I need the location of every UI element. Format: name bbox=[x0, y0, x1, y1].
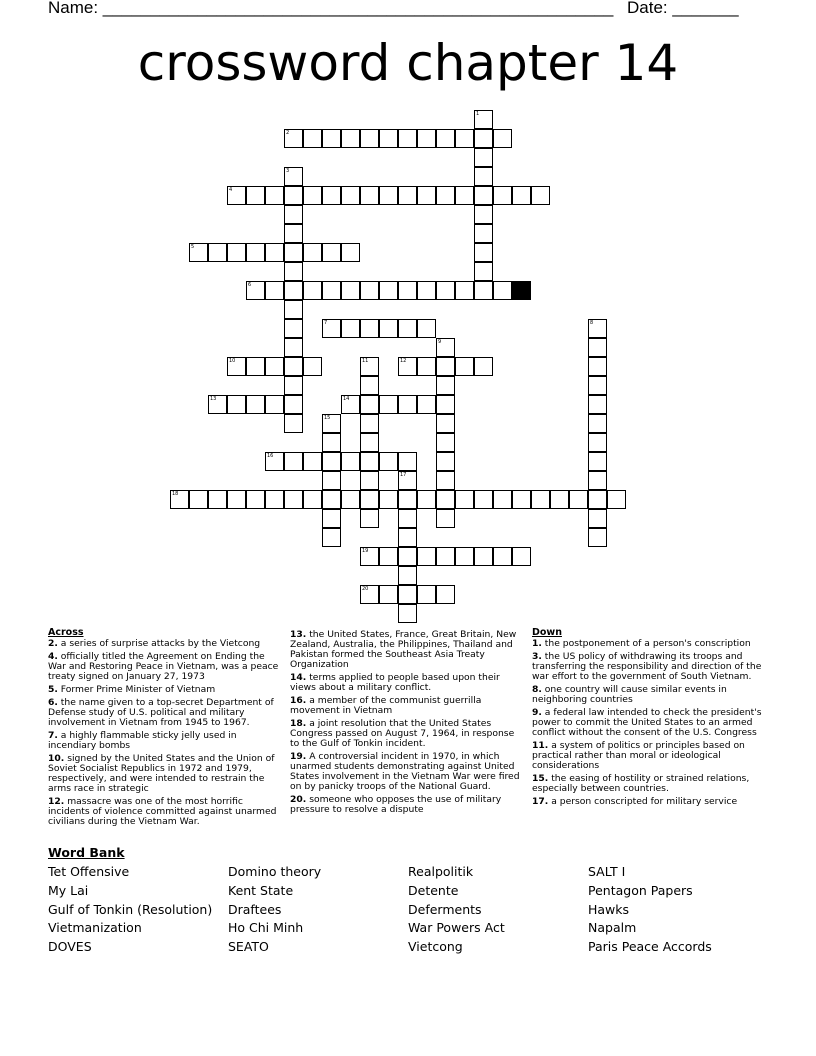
crossword-cell[interactable] bbox=[417, 129, 436, 148]
crossword-cell[interactable] bbox=[265, 243, 284, 262]
clue-text: a federal law intended to check the president's power to commit the United States to an armed conflict without the consent of the U.S. Congress bbox=[532, 707, 762, 738]
crossword-cell[interactable] bbox=[531, 490, 550, 509]
crossword-cell[interactable] bbox=[379, 490, 398, 509]
word-bank-item: Detente bbox=[408, 882, 459, 898]
crossword-cell[interactable] bbox=[360, 357, 379, 376]
crossword-cell[interactable] bbox=[436, 357, 455, 376]
clue-text: terms applied to people based upon their views about a military conflict. bbox=[290, 672, 500, 693]
crossword-cell[interactable] bbox=[398, 585, 417, 604]
clue-number-label: 1. bbox=[532, 638, 542, 649]
crossword-cell[interactable] bbox=[284, 300, 303, 319]
word-bank-item: Tet Offensive bbox=[48, 864, 130, 879]
crossword-cell[interactable] bbox=[512, 490, 531, 509]
clue-item bbox=[48, 698, 280, 728]
clue-number: 1 bbox=[476, 111, 480, 117]
crossword-cell[interactable] bbox=[227, 395, 246, 414]
crossword-cell[interactable] bbox=[227, 186, 246, 205]
crossword-cell[interactable] bbox=[284, 490, 303, 509]
crossword-cell[interactable] bbox=[379, 395, 398, 414]
crossword-cell[interactable] bbox=[474, 490, 493, 509]
crossword-cell[interactable] bbox=[455, 129, 474, 148]
clue-number-label: 16. bbox=[290, 695, 307, 706]
crossword-cell[interactable] bbox=[417, 490, 436, 509]
crossword-cell[interactable] bbox=[417, 357, 436, 376]
clue-item bbox=[290, 795, 522, 815]
crossword-cell[interactable] bbox=[360, 395, 379, 414]
clue-number-label: 17. bbox=[532, 796, 549, 807]
clue-item bbox=[48, 797, 280, 827]
crossword-cell[interactable] bbox=[360, 471, 379, 490]
crossword-cell[interactable] bbox=[303, 281, 322, 300]
clue-text: the US policy of withdrawing its troops and transferring the responsibility and direction of the war effort to the government of South Vietnam. bbox=[532, 651, 762, 682]
crossword-cell[interactable] bbox=[417, 319, 436, 338]
word-bank-item: Ho Chi Minh bbox=[228, 920, 304, 936]
word-bank-item: SALT I bbox=[588, 864, 626, 879]
crossword-cell[interactable] bbox=[303, 243, 322, 262]
crossword-cell[interactable] bbox=[588, 319, 607, 338]
crossword-cell[interactable] bbox=[284, 262, 303, 281]
clue-number-label: 15. bbox=[532, 773, 549, 784]
crossword-cell[interactable] bbox=[265, 186, 284, 205]
crossword-cell[interactable] bbox=[436, 338, 455, 357]
crossword-cell[interactable] bbox=[474, 167, 493, 186]
crossword-cell[interactable] bbox=[360, 585, 379, 604]
clue-item bbox=[532, 797, 768, 807]
crossword-cell[interactable] bbox=[322, 186, 341, 205]
crossword-cell[interactable] bbox=[588, 395, 607, 414]
crossword-cell[interactable] bbox=[398, 604, 417, 623]
clue-item bbox=[532, 639, 768, 649]
crossword-cell[interactable] bbox=[455, 281, 474, 300]
clue-number: 2 bbox=[286, 130, 290, 136]
word-bank-item: Domino theory bbox=[228, 864, 322, 879]
clue-number: 17 bbox=[400, 472, 407, 478]
clue-item bbox=[290, 719, 522, 749]
clue-number: 11 bbox=[362, 358, 369, 364]
crossword-cell[interactable] bbox=[341, 281, 360, 300]
crossword-cell[interactable] bbox=[398, 281, 417, 300]
crossword-cell[interactable] bbox=[588, 376, 607, 395]
crossword-cell[interactable] bbox=[398, 566, 417, 585]
crossword-cell[interactable] bbox=[265, 452, 284, 471]
crossword-cell[interactable] bbox=[493, 186, 512, 205]
clue-item bbox=[290, 696, 522, 716]
crossword-cell[interactable] bbox=[531, 186, 550, 205]
crossword-cell[interactable] bbox=[284, 205, 303, 224]
crossword-cell[interactable] bbox=[379, 319, 398, 338]
clue-number: 19 bbox=[362, 548, 369, 554]
clue-text: a series of surprise attacks by the Vietcong bbox=[57, 638, 261, 649]
down-clues-column bbox=[532, 628, 768, 810]
crossword-cell[interactable] bbox=[246, 243, 265, 262]
crossword-cell[interactable] bbox=[398, 547, 417, 566]
word-bank-item: Kent State bbox=[228, 882, 294, 898]
crossword-cell[interactable] bbox=[284, 186, 303, 205]
clue-text: someone who opposes the use of military pressure to resolve a dispute bbox=[290, 794, 502, 815]
word-bank-item: War Powers Act bbox=[408, 920, 505, 936]
clue-number-label: 11. bbox=[532, 740, 549, 751]
crossword-cell[interactable] bbox=[588, 357, 607, 376]
crossword-cell[interactable] bbox=[398, 490, 417, 509]
clue-text: massacre was one of the most horrific incidents of violence committed against unarmed civilians during the Vietnam War. bbox=[48, 796, 277, 827]
clue-item bbox=[532, 741, 768, 771]
clue-number: 3 bbox=[286, 168, 290, 174]
word-bank-title: Word Bank bbox=[48, 845, 125, 860]
crossword-cell[interactable] bbox=[398, 452, 417, 471]
crossword-cell[interactable] bbox=[227, 357, 246, 376]
clue-item bbox=[48, 685, 280, 695]
clue-number-label: 5. bbox=[48, 684, 58, 695]
crossword-cell[interactable] bbox=[474, 129, 493, 148]
crossword-cell[interactable] bbox=[170, 490, 189, 509]
crossword-cell[interactable] bbox=[474, 224, 493, 243]
crossword-cell[interactable] bbox=[322, 281, 341, 300]
clue-number-label: 4. bbox=[48, 651, 58, 662]
word-bank-item: DOVES bbox=[48, 939, 92, 955]
crossword-cell[interactable] bbox=[417, 547, 436, 566]
crossword-cell[interactable] bbox=[398, 471, 417, 490]
clue-text: a member of the communist guerrilla movement in Vietnam bbox=[290, 695, 482, 716]
crossword-cell[interactable] bbox=[360, 186, 379, 205]
crossword-cell[interactable] bbox=[189, 243, 208, 262]
crossword-cell[interactable] bbox=[284, 129, 303, 148]
clue-number: 20 bbox=[362, 586, 369, 592]
crossword-cell[interactable] bbox=[436, 281, 455, 300]
crossword-cell[interactable] bbox=[474, 205, 493, 224]
crossword-cell[interactable] bbox=[341, 186, 360, 205]
crossword-cell[interactable] bbox=[284, 243, 303, 262]
crossword-cell[interactable] bbox=[436, 509, 455, 528]
crossword-cell[interactable] bbox=[246, 395, 265, 414]
crossword-cell[interactable] bbox=[474, 148, 493, 167]
clue-number-label: 13. bbox=[290, 629, 307, 640]
crossword-cell[interactable] bbox=[436, 433, 455, 452]
crossword-cell[interactable] bbox=[360, 547, 379, 566]
clue-text: officially titled the Agreement on Ending the War and Restoring Peace in Vietnam, was a peace treaty signed on January 27, 1973 bbox=[48, 651, 279, 682]
crossword-cell[interactable] bbox=[360, 490, 379, 509]
crossword-cell[interactable] bbox=[398, 319, 417, 338]
clue-item bbox=[532, 774, 768, 794]
crossword-cell[interactable] bbox=[322, 319, 341, 338]
clue-number: 13 bbox=[210, 396, 217, 402]
clue-number-label: 19. bbox=[290, 751, 307, 762]
crossword-cell[interactable] bbox=[474, 243, 493, 262]
crossword-cell[interactable] bbox=[284, 167, 303, 186]
clue-number-label: 6. bbox=[48, 697, 58, 708]
word-bank-item: My Lai bbox=[48, 882, 89, 898]
name-field-line: Name: ______________________________________________________ bbox=[48, 0, 614, 17]
word-bank-item: Paris Peace Accords bbox=[588, 939, 712, 955]
crossword-cell[interactable] bbox=[493, 547, 512, 566]
crossword-cell[interactable] bbox=[455, 357, 474, 376]
crossword-cell[interactable] bbox=[322, 452, 341, 471]
crossword-cell[interactable] bbox=[569, 490, 588, 509]
clue-text: the easing of hostility or strained relations, especially between countries. bbox=[532, 773, 750, 794]
clue-number: 16 bbox=[267, 453, 274, 459]
crossword-cell[interactable] bbox=[436, 186, 455, 205]
crossword-cell[interactable] bbox=[417, 281, 436, 300]
crossword-cell[interactable] bbox=[379, 452, 398, 471]
crossword-cell[interactable] bbox=[341, 319, 360, 338]
crossword-cell[interactable] bbox=[474, 281, 493, 300]
crossword-cell[interactable] bbox=[208, 395, 227, 414]
crossword-cell[interactable] bbox=[474, 110, 493, 129]
crossword-cell[interactable] bbox=[284, 224, 303, 243]
crossword-cell[interactable] bbox=[455, 547, 474, 566]
crossword-cell[interactable] bbox=[227, 490, 246, 509]
crossword-cell[interactable] bbox=[436, 414, 455, 433]
crossword-cell[interactable] bbox=[360, 509, 379, 528]
across-heading: Across bbox=[48, 627, 84, 638]
clue-text: one country will cause similar events in neighboring countries bbox=[532, 684, 727, 705]
crossword-cell[interactable] bbox=[588, 509, 607, 528]
crossword-cell[interactable] bbox=[493, 490, 512, 509]
crossword-cell[interactable] bbox=[398, 129, 417, 148]
crossword-cell[interactable] bbox=[322, 433, 341, 452]
crossword-cell[interactable] bbox=[379, 585, 398, 604]
clue-number: 6 bbox=[248, 282, 252, 288]
clue-item bbox=[48, 639, 280, 649]
crossword-cell[interactable] bbox=[322, 414, 341, 433]
word-bank-item: Hawks bbox=[588, 901, 630, 917]
clue-text: the name given to a top-secret Department of Defense study of U.S. political and military involvement in Vietnam from 1945 to 1967. bbox=[48, 697, 274, 728]
clue-number: 7 bbox=[324, 320, 328, 326]
clue-number: 5 bbox=[191, 244, 195, 250]
crossword-cell[interactable] bbox=[379, 186, 398, 205]
crossword-cell[interactable] bbox=[322, 471, 341, 490]
crossword-cell[interactable] bbox=[379, 281, 398, 300]
clue-number: 8 bbox=[590, 320, 594, 326]
crossword-cell[interactable] bbox=[588, 528, 607, 547]
crossword-cell[interactable] bbox=[436, 129, 455, 148]
crossword-cell[interactable] bbox=[417, 395, 436, 414]
crossword-cell[interactable] bbox=[246, 357, 265, 376]
crossword-cell[interactable] bbox=[265, 490, 284, 509]
clue-text: signed by the United States and the Union of Soviet Socialist Republics in 1972 and 1979, respectively, and were intended to restrain the arms race in strategic bbox=[48, 753, 275, 794]
crossword-cell[interactable] bbox=[436, 376, 455, 395]
clue-text: A controversial incident in 1970, in which unarmed students demonstrating against United States involvement in the Vietnam War were fired on by panicky troops of the National Guard. bbox=[290, 751, 520, 792]
crossword-cell[interactable] bbox=[550, 490, 569, 509]
crossword-cell[interactable] bbox=[588, 414, 607, 433]
crossword-cell[interactable] bbox=[284, 414, 303, 433]
crossword-cell[interactable] bbox=[398, 528, 417, 547]
crossword-cell[interactable] bbox=[379, 547, 398, 566]
crossword-cell[interactable] bbox=[265, 357, 284, 376]
crossword-cell[interactable] bbox=[284, 319, 303, 338]
across-clues-column-1 bbox=[48, 628, 280, 830]
crossword-cell[interactable] bbox=[436, 547, 455, 566]
crossword-cell[interactable] bbox=[455, 186, 474, 205]
crossword-cell[interactable] bbox=[341, 452, 360, 471]
crossword-cell[interactable] bbox=[246, 490, 265, 509]
clue-number-label: 12. bbox=[48, 796, 65, 807]
crossword-cell[interactable] bbox=[303, 452, 322, 471]
clue-number-label: 10. bbox=[48, 753, 65, 764]
crossword-cell[interactable] bbox=[512, 547, 531, 566]
clue-text: a system of politics or principles based on practical rather than moral or ideological considerations bbox=[532, 740, 745, 771]
clue-number: 12 bbox=[400, 358, 407, 364]
clue-number-label: 3. bbox=[532, 651, 542, 662]
clue-number-label: 9. bbox=[532, 707, 542, 718]
clue-number: 18 bbox=[172, 491, 179, 497]
clue-text: Former Prime Minister of Vietnam bbox=[57, 684, 216, 695]
crossword-cell[interactable] bbox=[398, 357, 417, 376]
crossword-cell[interactable] bbox=[474, 262, 493, 281]
crossword-cell[interactable] bbox=[322, 528, 341, 547]
crossword-cell[interactable] bbox=[341, 129, 360, 148]
crossword-cell[interactable] bbox=[493, 129, 512, 148]
crossword-cell[interactable] bbox=[208, 243, 227, 262]
crossword-cell[interactable] bbox=[303, 129, 322, 148]
crossword-cell[interactable] bbox=[588, 471, 607, 490]
crossword-cell[interactable] bbox=[360, 281, 379, 300]
crossword-cell[interactable] bbox=[417, 585, 436, 604]
crossword-cell[interactable] bbox=[474, 186, 493, 205]
crossword-cell[interactable] bbox=[284, 338, 303, 357]
clue-item bbox=[290, 673, 522, 693]
clue-number: 14 bbox=[343, 396, 350, 402]
crossword-cell[interactable] bbox=[322, 129, 341, 148]
clue-item bbox=[48, 652, 280, 682]
clue-number-label: 18. bbox=[290, 718, 307, 729]
crossword-cell[interactable] bbox=[436, 490, 455, 509]
down-heading: Down bbox=[532, 627, 562, 638]
crossword-cell[interactable] bbox=[360, 319, 379, 338]
crossword-cell[interactable] bbox=[246, 186, 265, 205]
crossword-cell[interactable] bbox=[246, 281, 265, 300]
crossword-cell[interactable] bbox=[417, 186, 436, 205]
crossword-cell[interactable] bbox=[360, 414, 379, 433]
clue-text: a person conscripted for military service bbox=[548, 796, 738, 807]
clue-number-label: 20. bbox=[290, 794, 307, 805]
word-bank-item: Pentagon Papers bbox=[588, 882, 693, 898]
clue-number: 15 bbox=[324, 415, 331, 421]
crossword-cell[interactable] bbox=[284, 376, 303, 395]
crossword-cell[interactable] bbox=[436, 585, 455, 604]
crossword-cell[interactable] bbox=[398, 509, 417, 528]
crossword-cell[interactable] bbox=[360, 376, 379, 395]
crossword-cell[interactable] bbox=[493, 281, 512, 300]
clue-number-label: 7. bbox=[48, 730, 58, 741]
clue-number-label: 8. bbox=[532, 684, 542, 695]
crossword-cell[interactable] bbox=[588, 490, 607, 509]
clue-number-label: 14. bbox=[290, 672, 307, 683]
clue-item bbox=[532, 685, 768, 705]
crossword-cell[interactable] bbox=[227, 243, 246, 262]
crossword-cell[interactable] bbox=[303, 357, 322, 376]
crossword-cell[interactable] bbox=[284, 395, 303, 414]
clue-number: 4 bbox=[229, 187, 233, 193]
word-bank-item: Napalm bbox=[588, 920, 637, 936]
crossword-cell[interactable] bbox=[341, 395, 360, 414]
crossword-cell[interactable] bbox=[303, 490, 322, 509]
clue-text: a highly flammable sticky jelly used in incendiary bombs bbox=[48, 730, 237, 751]
clue-text: a joint resolution that the United States Congress passed on August 7, 1964, in response to the Gulf of Tonkin incident. bbox=[290, 718, 515, 749]
clue-item bbox=[48, 754, 280, 794]
crossword-cell[interactable] bbox=[379, 129, 398, 148]
word-bank-item: SEATO bbox=[228, 939, 269, 955]
crossword-cell[interactable] bbox=[588, 433, 607, 452]
crossword-cell[interactable] bbox=[322, 509, 341, 528]
crossword-black-cell bbox=[512, 281, 531, 300]
crossword-cell[interactable] bbox=[360, 433, 379, 452]
clue-item bbox=[290, 752, 522, 792]
crossword-cell[interactable] bbox=[341, 490, 360, 509]
crossword-cell[interactable] bbox=[360, 129, 379, 148]
crossword-cell[interactable] bbox=[588, 452, 607, 471]
crossword-cell[interactable] bbox=[208, 490, 227, 509]
crossword-cell[interactable] bbox=[474, 547, 493, 566]
crossword-cell[interactable] bbox=[360, 452, 379, 471]
crossword-cell[interactable] bbox=[607, 490, 626, 509]
crossword-cell[interactable] bbox=[265, 395, 284, 414]
across-clues-column-2 bbox=[290, 630, 522, 818]
crossword-cell[interactable] bbox=[284, 452, 303, 471]
crossword-cell[interactable] bbox=[474, 357, 493, 376]
crossword-cell[interactable] bbox=[284, 357, 303, 376]
crossword-cell[interactable] bbox=[284, 281, 303, 300]
word-bank-item: Gulf of Tonkin (Resolution) bbox=[48, 901, 213, 917]
date-field-line: Date: _______ bbox=[627, 0, 739, 17]
crossword-cell[interactable] bbox=[322, 490, 341, 509]
crossword-cell[interactable] bbox=[512, 186, 531, 205]
clue-text: the United States, France, Great Britain, New Zealand, Australia, the Philippines, Thailand and Pakistan formed the Southeast Asia Treaty Organization bbox=[290, 629, 517, 670]
crossword-cell[interactable] bbox=[398, 186, 417, 205]
crossword-cell[interactable] bbox=[322, 243, 341, 262]
clue-item bbox=[532, 652, 768, 682]
crossword-cell[interactable] bbox=[588, 338, 607, 357]
clue-item bbox=[290, 630, 522, 670]
crossword-cell[interactable] bbox=[189, 490, 208, 509]
word-bank-item: Draftees bbox=[228, 901, 282, 917]
clue-number-label: 2. bbox=[48, 638, 58, 649]
word-bank-item: Realpolitik bbox=[408, 864, 474, 879]
clue-number: 10 bbox=[229, 358, 236, 364]
clue-item bbox=[532, 708, 768, 738]
clue-item bbox=[48, 731, 280, 751]
clue-text: the postponement of a person's conscription bbox=[541, 638, 751, 649]
word-bank-item: Vietcong bbox=[408, 939, 463, 955]
crossword-cell[interactable] bbox=[455, 490, 474, 509]
crossword-cell[interactable] bbox=[265, 281, 284, 300]
crossword-cell[interactable] bbox=[398, 395, 417, 414]
crossword-cell[interactable] bbox=[303, 186, 322, 205]
crossword-cell[interactable] bbox=[436, 395, 455, 414]
word-bank-item: Vietmanization bbox=[48, 920, 142, 936]
page-title: crossword chapter 14 bbox=[137, 34, 679, 92]
crossword-cell[interactable] bbox=[436, 452, 455, 471]
clue-number: 9 bbox=[438, 339, 442, 345]
crossword-cell[interactable] bbox=[341, 243, 360, 262]
crossword-cell[interactable] bbox=[436, 471, 455, 490]
word-bank-item: Deferments bbox=[408, 901, 482, 917]
